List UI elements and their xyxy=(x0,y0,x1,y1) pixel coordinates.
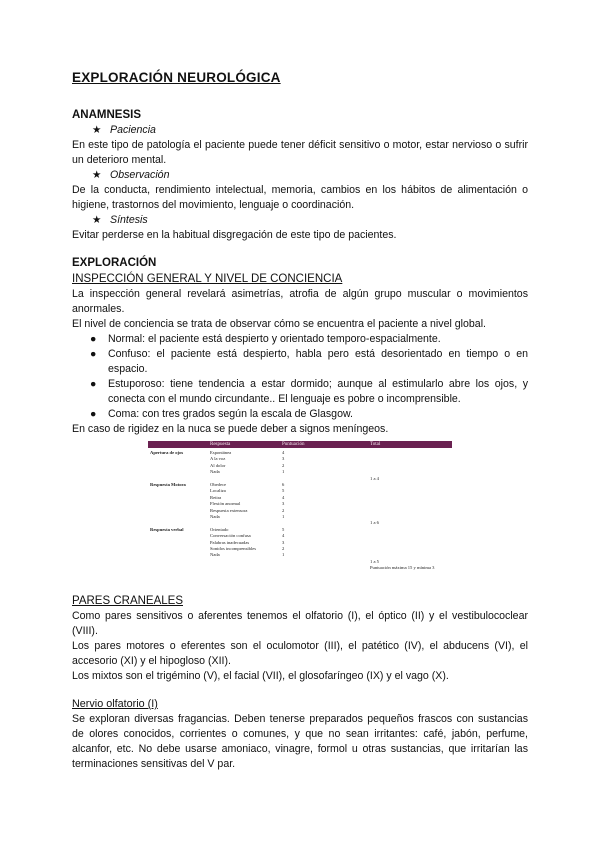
row-points: 2 xyxy=(282,507,285,513)
star-icon: ★ xyxy=(92,169,102,181)
bullet-icon: ● xyxy=(90,333,97,345)
observacion-text: De la conducta, rendimiento intelectual, memoria, cambios en los hábitos de alimentación o higiene, trastornos del movimiento, lenguaje o coordinación. xyxy=(72,184,528,211)
row-points: 3 xyxy=(282,456,285,462)
document-content xyxy=(72,70,528,772)
meningeos-paragraph: En caso de rigidez en la nuca se puede deber a signos meníngeos. xyxy=(72,423,389,435)
header-total: Total xyxy=(370,442,381,447)
item-label: Paciencia xyxy=(110,124,156,136)
row-response: Retira xyxy=(210,494,222,500)
table-row xyxy=(148,482,452,488)
row-category: Apertura de ojos xyxy=(150,450,184,455)
list-item: ● Estuporoso: tiene tendencia a estar dormido; aunque al estimularlo abre los ojos, y conecta con el mundo circundante.. El lenguaje es pobre o incomprensible. xyxy=(90,378,528,405)
pares-sensitivos: Como pares sensitivos o aferentes tenemos el olfatorio (I), el óptico (II) y el vestibulococlear (VIII). xyxy=(72,610,528,637)
row-points: 2 xyxy=(282,546,285,551)
row-points: 3 xyxy=(282,539,285,545)
star-icon: ★ xyxy=(92,124,102,136)
header-respuesta: Respuesta xyxy=(210,442,231,447)
row-response: Conversación confusa xyxy=(210,533,251,539)
row-points: 1 xyxy=(282,514,285,519)
conciencia-list xyxy=(72,332,528,422)
inspeccion-paragraph: La inspección general revelará asimetrías, atrofia de algún grupo muscular o movimientos anormales. xyxy=(72,288,528,315)
item-sintesis xyxy=(72,213,528,228)
exploracion-heading: EXPLORACIÓN xyxy=(72,257,157,269)
table-row xyxy=(148,552,452,558)
row-response: Orientado xyxy=(210,526,229,532)
bullet-icon: ● xyxy=(90,378,97,390)
row-points: 5 xyxy=(282,488,285,494)
row-points: 6 xyxy=(282,482,285,487)
row-response: Palabras inadecuadas xyxy=(210,539,250,545)
anamnesis-heading: ANAMNESIS xyxy=(72,109,142,121)
table-row xyxy=(148,520,452,526)
list-item: ● Confuso: el paciente está despierto, habla pero está desorientado en tiempo o en espacio. xyxy=(90,348,528,375)
table-row xyxy=(148,508,452,514)
row-total: 1 a 6 xyxy=(370,520,379,526)
row-response: Nada xyxy=(210,552,220,558)
row-response: Al dolor xyxy=(210,462,226,468)
row-points: 4 xyxy=(282,533,285,539)
table-row xyxy=(148,488,452,494)
pares-heading: PARES CRANEALES xyxy=(72,595,183,607)
olfatorio-heading: Nervio olfatorio (I) xyxy=(72,698,158,710)
row-response: A la voz xyxy=(210,456,226,462)
table-row xyxy=(148,546,452,552)
item-label: Síntesis xyxy=(110,214,148,226)
row-response: Nada xyxy=(210,514,220,519)
row-total: Puntuación máxima 15 y mínima 3 xyxy=(370,565,435,571)
glasgow-scale-table xyxy=(148,441,452,575)
table-row xyxy=(148,565,452,571)
row-points: 3 xyxy=(282,501,285,507)
row-response: Obedece xyxy=(210,482,227,487)
row-total: 1 a 5 xyxy=(370,558,379,564)
row-points: 2 xyxy=(282,462,285,468)
row-points: 1 xyxy=(282,469,285,475)
paciencia-text: En este tipo de patología el paciente puede tener déficit sensitivo o motor, estar nervioso o sufrir un deterioro mental. xyxy=(72,139,528,166)
item-observacion xyxy=(72,168,528,183)
table-row xyxy=(148,469,452,475)
pares-motores: Los pares motores o eferentes son el oculomotor (III), el patético (IV), el abducens (VI), el accesorio (XI) y el hipogloso (XII). xyxy=(72,640,528,667)
table-row xyxy=(148,514,452,520)
table-row xyxy=(148,540,452,546)
row-points: 5 xyxy=(282,526,285,532)
row-points: 1 xyxy=(282,552,285,558)
row-response: Flexión anormal xyxy=(210,501,241,507)
table-header xyxy=(148,441,452,448)
list-item: ● Coma: con tres grados según la escala de Glasgow. xyxy=(90,408,353,420)
row-category: Respuesta Motora xyxy=(150,482,186,487)
table-row xyxy=(148,533,452,539)
row-category: Respuesta verbal xyxy=(150,526,184,532)
table-row xyxy=(148,501,452,507)
inspeccion-subheading: INSPECCIÓN GENERAL Y NIVEL DE CONCIENCIA xyxy=(72,273,343,285)
table-row xyxy=(148,450,452,456)
table-row xyxy=(148,559,452,565)
olfatorio-paragraph: Se exploran diversas fragancias. Deben tenerse preparados pequeños frascos con sustancias de olores conocidos, corrientes o comunes, y que no sean irritantes: café, jabón, perfume, alcanfor, etc. No debe usarse amoniaco, vinagre, formol u otras sustancias, que irritarían las terminaciones sensitivas del V par. xyxy=(72,713,528,770)
item-paciencia xyxy=(72,123,528,138)
star-icon: ★ xyxy=(92,214,102,226)
header-puntuacion: Puntuación xyxy=(282,442,305,447)
row-points: 4 xyxy=(282,450,285,455)
bullet-icon: ● xyxy=(90,408,97,420)
row-response: Sonidos incomprensibles xyxy=(210,546,257,551)
conciencia-paragraph: El nivel de conciencia se trata de observar cómo se encuentra el paciente a nivel global. xyxy=(72,318,486,330)
pares-mixtos: Los mixtos son el trigémino (V), el facial (VII), el glosofaríngeo (IX) y el vago (X). xyxy=(72,670,449,682)
row-response: Nada xyxy=(210,469,220,475)
page-title: EXPLORACIÓN NEUROLÓGICA xyxy=(72,70,281,85)
table-row xyxy=(148,495,452,501)
table-row xyxy=(148,527,452,533)
list-item: ● Normal: el paciente está despierto y orientado temporo-espacialmente. xyxy=(90,333,441,345)
table-row xyxy=(148,463,452,469)
table-row xyxy=(148,456,452,462)
sintesis-text: Evitar perderse en la habitual disgregación de este tipo de pacientes. xyxy=(72,229,397,241)
row-response: Espontánea xyxy=(210,450,232,455)
bullet-icon: ● xyxy=(90,348,97,360)
table-row xyxy=(148,476,452,482)
row-points: 4 xyxy=(282,494,285,500)
row-response: Localiza xyxy=(210,488,226,494)
item-label: Observación xyxy=(110,169,170,181)
row-response: Respuesta extensora xyxy=(210,507,248,513)
row-total: 1 a 4 xyxy=(370,475,379,481)
